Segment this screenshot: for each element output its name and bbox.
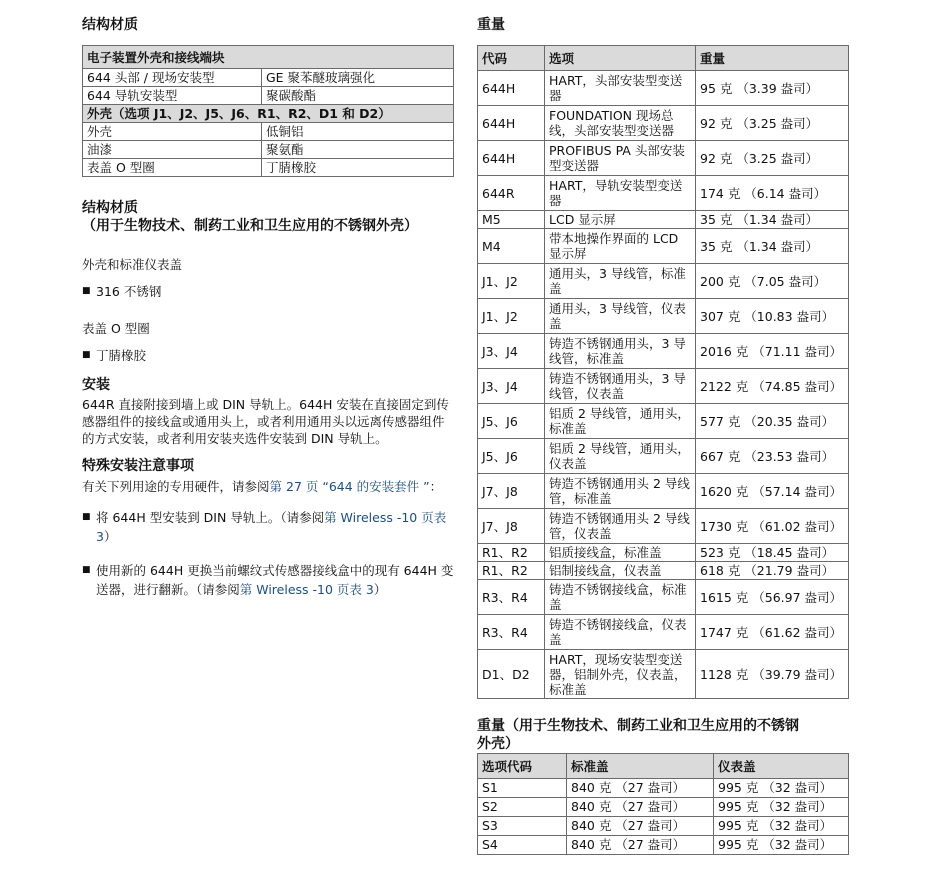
weight-value: 577 克 （20.35 盎司） (696, 404, 849, 439)
weight-option: FOUNDATION 现场总线，头部安装型变送器 (545, 106, 696, 141)
weight-col-weight: 重量 (696, 46, 849, 71)
table-row (478, 817, 849, 836)
weight-value: 35 克 （1.34 盎司） (696, 211, 849, 229)
table-row (478, 141, 849, 176)
weight-value: 667 克 （23.53 盎司） (696, 439, 849, 474)
table-row (83, 87, 454, 105)
weight-value: 95 克 （3.39 盎司） (696, 71, 849, 106)
weight-value: 174 克 （6.14 盎司） (696, 176, 849, 211)
material-value: GE 聚苯醚玻璃强化 (262, 69, 454, 87)
weight-table (477, 45, 849, 699)
ss-meter-weight: 995 克 （32 盎司） (714, 817, 849, 836)
table-row (478, 369, 849, 404)
ss-meter-weight: 995 克 （32 盎司） (714, 836, 849, 855)
table-row (478, 71, 849, 106)
table-row (478, 836, 849, 855)
weight-value: 307 克 （10.83 盎司） (696, 299, 849, 334)
weight-option: HART，现场安装型变送器，铝制外壳，仪表盖，标准盖 (545, 650, 696, 699)
weight-value: 523 克 （18.45 盎司） (696, 544, 849, 562)
table-row (478, 779, 849, 798)
table-row (478, 580, 849, 615)
table-row (478, 176, 849, 211)
weight-ss-title: 重量（用于生物技术、制药工业和卫生应用的不锈钢 (477, 718, 799, 734)
table-row (478, 106, 849, 141)
weight-title: 重量 (477, 17, 505, 33)
weight-value: 1730 克 （61.02 盎司） (696, 509, 849, 544)
special-install-title: 特殊安装注意事项 (82, 458, 194, 474)
materials-ss-title: 结构材质 (82, 200, 138, 216)
weight-code: J3、J4 (478, 334, 545, 369)
weight-ss-table (477, 753, 849, 855)
ss-standard-weight: 840 克 （27 盎司） (567, 779, 714, 798)
table-row (478, 562, 849, 580)
ss-col-std: 标准盖 (567, 754, 714, 779)
ss-oring-bullet: ■ 丁腈橡胶 (82, 348, 147, 363)
weight-value: 2016 克 （71.11 盎司） (696, 334, 849, 369)
weight-code: R1、R2 (478, 562, 545, 580)
table-row (478, 798, 849, 817)
weight-ss-heading (477, 717, 799, 753)
weight-option: HART，导轨安装型变送器 (545, 176, 696, 211)
ss-code: S4 (478, 836, 567, 855)
table-row (478, 544, 849, 562)
ss-code: S3 (478, 817, 567, 836)
weight-option: 铸造不锈钢通用头，3 导线管，标准盖 (545, 334, 696, 369)
table-row (478, 404, 849, 439)
weight-code: M4 (478, 229, 545, 264)
materials-table (82, 45, 454, 177)
table3-link[interactable]: 第 Wireless -10 页表 3 (239, 582, 374, 597)
table-row (83, 141, 454, 159)
weight-code: J3、J4 (478, 369, 545, 404)
weight-code: R3、R4 (478, 580, 545, 615)
weight-option: 带本地操作界面的 LCD 显示屏 (545, 229, 696, 264)
ss-housing-label: 外壳和标准仪表盖 (82, 257, 183, 272)
bullet-square-icon: ■ (82, 350, 91, 360)
table-row (478, 334, 849, 369)
weight-value: 200 克 （7.05 盎司） (696, 264, 849, 299)
special-install-intro: 有关下列用途的专用硬件，请参阅第 27 页 “644 的安装套件 ”： (82, 479, 443, 494)
material-value: 聚碳酸酯 (262, 87, 454, 105)
table-row (478, 439, 849, 474)
weight-col-code: 代码 (478, 46, 545, 71)
weight-code: 644H (478, 106, 545, 141)
table-row (478, 229, 849, 264)
material-part: 644 导轨安装型 (83, 87, 262, 105)
mounting-kit-link[interactable]: 第 27 页 “644 的安装套件 ” (269, 479, 430, 494)
weight-ss-title-cont: 外壳） (477, 736, 519, 752)
materials-table-header: 电子装置外壳和接线端块 (83, 46, 454, 69)
weight-value: 1128 克 （39.79 盎司） (696, 650, 849, 699)
table-row (478, 509, 849, 544)
material-value: 低铜铝 (262, 123, 454, 141)
weight-col-option: 选项 (545, 46, 696, 71)
materials-ss-subtitle: （用于生物技术、制药工业和卫生应用的不锈钢外壳） (82, 218, 418, 234)
weight-code: 644R (478, 176, 545, 211)
ss-col-meter: 仪表盖 (714, 754, 849, 779)
weight-option: 铸造不锈钢接线盒，仪表盖 (545, 615, 696, 650)
weight-option: 通用头，3 导线管，仪表盖 (545, 299, 696, 334)
ss-code: S1 (478, 779, 567, 798)
weight-option: 铝质 2 导线管，通用头，标准盖 (545, 404, 696, 439)
weight-code: D1、D2 (478, 650, 545, 699)
weight-code: R1、R2 (478, 544, 545, 562)
bullet-square-icon: ■ (82, 512, 91, 522)
material-value: 聚氨酯 (262, 141, 454, 159)
bullet-square-icon: ■ (82, 565, 91, 575)
weight-value: 92 克 （3.25 盎司） (696, 106, 849, 141)
table-row (478, 211, 849, 229)
weight-code: R3、R4 (478, 615, 545, 650)
weight-option: HART，头部安装型变送器 (545, 71, 696, 106)
weight-option: 铝质接线盒，标准盖 (545, 544, 696, 562)
material-part: 外壳 (83, 123, 262, 141)
ss-housing-bullet: ■ 316 不锈钢 (82, 284, 162, 299)
table-row (478, 615, 849, 650)
weight-code: J7、J8 (478, 474, 545, 509)
ss-col-code: 选项代码 (478, 754, 567, 779)
weight-value: 1747 克 （61.62 盎司） (696, 615, 849, 650)
weight-code: J5、J6 (478, 439, 545, 474)
install-text: 644R 直接附接到墙上或 DIN 导轨上。644H 安装在直接固定到传感器组件的接线盒或通用头上，或者利用通用头以远离传感器组件的方式安装，或者利用安装夹选件安装到 DIN 导轨上。 (82, 397, 449, 446)
weight-option: 铸造不锈钢通用头，3 导线管，仪表盖 (545, 369, 696, 404)
table-row (83, 69, 454, 87)
weight-value: 618 克 （21.79 盎司） (696, 562, 849, 580)
weight-code: J1、J2 (478, 264, 545, 299)
weight-option: 铝制接线盒，仪表盖 (545, 562, 696, 580)
ss-meter-weight: 995 克 （32 盎司） (714, 779, 849, 798)
bullet-square-icon: ■ (82, 286, 91, 296)
material-part: 表盖 O 型圈 (83, 159, 262, 177)
weight-code: 644H (478, 71, 545, 106)
weight-value: 1620 克 （57.14 盎司） (696, 474, 849, 509)
install-title: 安装 (82, 377, 110, 393)
table-row (478, 650, 849, 699)
table-row (83, 159, 454, 177)
weight-value: 1615 克 （56.97 盎司） (696, 580, 849, 615)
ss-standard-weight: 840 克 （27 盎司） (567, 798, 714, 817)
weight-option: 通用头，3 导线管，标准盖 (545, 264, 696, 299)
ss-standard-weight: 840 克 （27 盎司） (567, 836, 714, 855)
table-row (478, 299, 849, 334)
din-rail-bullet: ■ 将 644H 型安装到 DIN 导轨上。（请参阅第 Wireless -10 页表 3） (82, 510, 447, 544)
weight-option: 铝质 2 导线管，通用头，仪表盖 (545, 439, 696, 474)
table-row (478, 264, 849, 299)
retrofit-bullet: ■ 使用新的 644H 更换当前螺纹式传感器接线盒中的现有 644H 变送器，进行翻新。（请参阅第 Wireless -10 页表 3） (82, 563, 454, 597)
weight-value: 35 克 （1.34 盎司） (696, 229, 849, 264)
ss-standard-weight: 840 克 （27 盎司） (567, 817, 714, 836)
weight-value: 92 克 （3.25 盎司） (696, 141, 849, 176)
weight-code: 644H (478, 141, 545, 176)
weight-code: J7、J8 (478, 509, 545, 544)
ss-oring-label: 表盖 O 型圈 (82, 321, 150, 336)
weight-code: J1、J2 (478, 299, 545, 334)
material-part: 644 头部 / 现场安装型 (83, 69, 262, 87)
table3-link[interactable]: 第 Wireless -10 页表 3 (96, 510, 447, 544)
weight-value: 2122 克 （74.85 盎司） (696, 369, 849, 404)
ss-meter-weight: 995 克 （32 盎司） (714, 798, 849, 817)
table-row (478, 474, 849, 509)
weight-option: 铸造不锈钢通用头 2 导线管，仪表盖 (545, 509, 696, 544)
weight-option: PROFIBUS PA 头部安装型变送器 (545, 141, 696, 176)
housing-group-header: 外壳（选项 J1、J2、J5、J6、R1、R2、D1 和 D2） (83, 105, 454, 123)
weight-option: 铸造不锈钢通用头 2 导线管，标准盖 (545, 474, 696, 509)
weight-option: LCD 显示屏 (545, 211, 696, 229)
weight-option: 铸造不锈钢接线盒，标准盖 (545, 580, 696, 615)
weight-code: J5、J6 (478, 404, 545, 439)
table-row (83, 123, 454, 141)
material-part: 油漆 (83, 141, 262, 159)
material-value: 丁腈橡胶 (262, 159, 454, 177)
ss-code: S2 (478, 798, 567, 817)
materials-title: 结构材质 (82, 17, 138, 33)
materials-ss-heading (82, 199, 418, 235)
weight-code: M5 (478, 211, 545, 229)
